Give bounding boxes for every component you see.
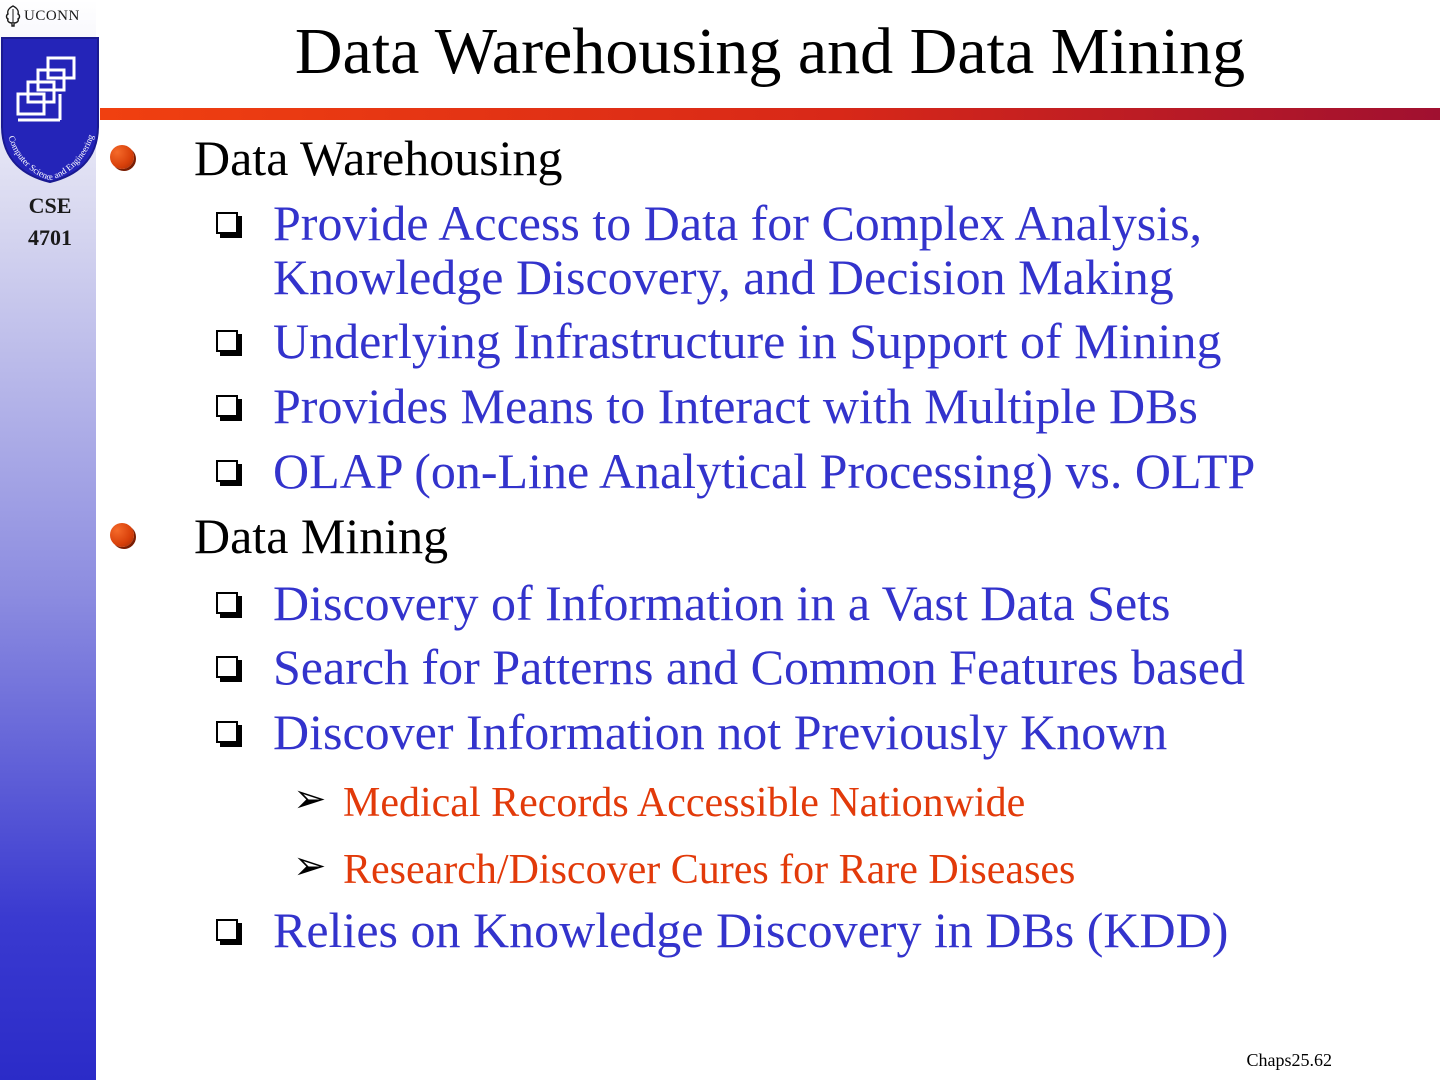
cse-department-logo [0, 36, 100, 186]
arrowhead-bullet-icon: ➢ [293, 776, 327, 821]
bullet-item [212, 903, 1412, 957]
bullet-item [212, 314, 1412, 368]
arrowhead-bullet-icon: ➢ [293, 843, 327, 888]
course-code-line2: 4701 [28, 225, 72, 250]
bullet-item [212, 640, 1412, 694]
bullet-item [212, 705, 1412, 759]
section-heading-text: Data Mining [194, 508, 449, 564]
bullet-text: Relies on Knowledge Discovery in DBs (KDD) [273, 902, 1229, 958]
bullet-item [212, 576, 1412, 630]
slide-number: Chaps25.62 [1246, 1050, 1332, 1070]
title-divider [100, 108, 1440, 120]
circle-bullet-icon [110, 510, 194, 566]
bullet-text: Provide Access to Data for Complex Analysis, Knowledge Discovery, and Decision Making [273, 195, 1203, 305]
sub-bullet-text: Research/Discover Cures for Rare Diseases [343, 847, 1076, 893]
bullet-text: Provides Means to Interact with Multiple DBs [273, 378, 1198, 434]
logo-caption: Computer Science and Engineering [6, 133, 96, 183]
bullet-item [212, 196, 1412, 304]
sub-bullet-item [293, 845, 1393, 895]
circle-bullet-icon [110, 132, 194, 188]
bullet-text: Discover Information not Previously Known [273, 704, 1168, 760]
sub-bullet-text: Medical Records Accessible Nationwide [343, 780, 1026, 826]
section-heading-text: Data Warehousing [194, 130, 563, 186]
section-heading-data-warehousing [110, 130, 1410, 194]
bullet-text: Search for Patterns and Common Features based [273, 639, 1245, 695]
sub-bullet-item [293, 778, 1393, 828]
section-heading-data-mining [110, 508, 1410, 572]
uconn-brand [4, 4, 100, 28]
bullet-item [212, 379, 1412, 433]
course-code-line1: CSE [28, 193, 72, 218]
bullet-text: Underlying Infrastructure in Support of Mining [273, 313, 1222, 369]
bullet-item [212, 444, 1412, 498]
course-code [0, 190, 100, 254]
oak-leaf-icon [4, 5, 22, 27]
uconn-wordmark: UCONN [24, 7, 80, 24]
bullet-text: Discovery of Information in a Vast Data Sets [273, 575, 1171, 631]
slide-title: Data Warehousing and Data Mining [294, 15, 1246, 88]
bullet-text: OLAP (on-Line Analytical Processing) vs. OLTP [273, 443, 1256, 499]
